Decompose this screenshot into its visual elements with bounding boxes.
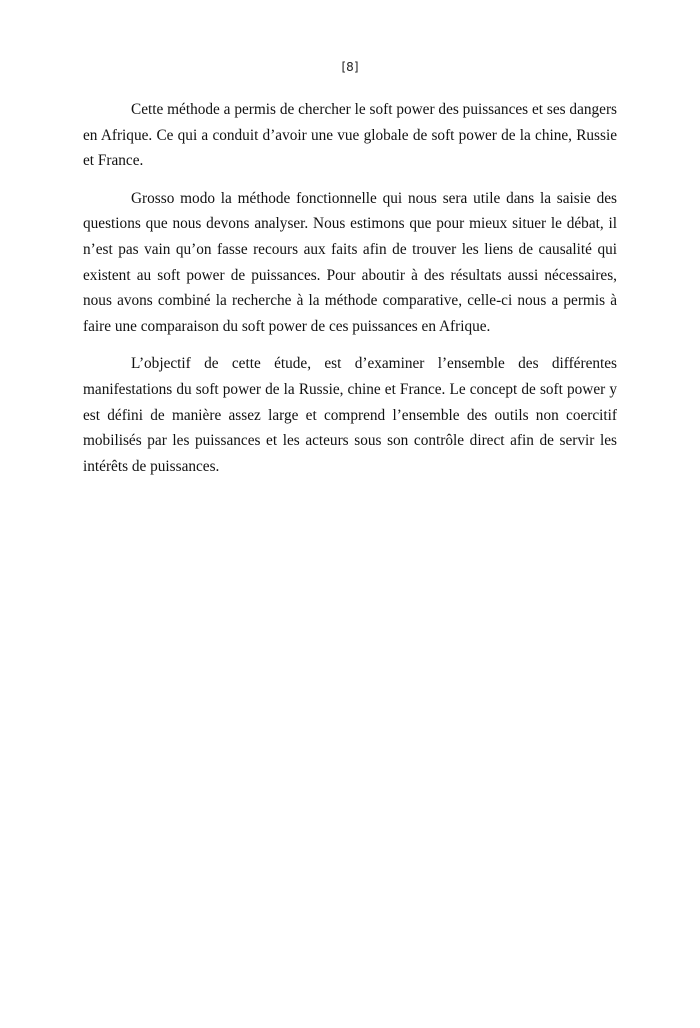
page-number: [8] — [341, 60, 359, 74]
paragraph-objectif: L’objectif de cette étude, est d’examiner l’ensemble des différentes manifestations du soft power de la Russie, chine et France. Le concept de soft power y est défini de manière assez large et comprend l’ensemble des outils non coercitif mobilisés par les puissances et les acteurs sous son contrôle direct afin de servir les intérêts de puissances. — [83, 355, 617, 475]
document-body — [83, 97, 617, 491]
paragraph-methode: Cette méthode a permis de chercher le soft power des puissances et ses dangers en Afrique. Ce qui a conduit d’avoir une vue globale de soft power de la chine, Russie et France. — [83, 101, 617, 170]
paragraph-grosso-modo: Grosso modo la méthode fonctionnelle qui nous sera utile dans la saisie des questions que nous devons analyser. Nous estimons que pour mieux situer le débat, il n’est pas vain qu’on fasse recours aux faits afin de trouver les liens de causalité qui existent au soft power de puissances. Pour aboutir à des résultats aussi nécessaires, nous avons combiné la recherche à la méthode comparative, celle-ci nous a permis à faire une comparaison du soft power de ces puissances en Afrique. — [83, 189, 617, 335]
